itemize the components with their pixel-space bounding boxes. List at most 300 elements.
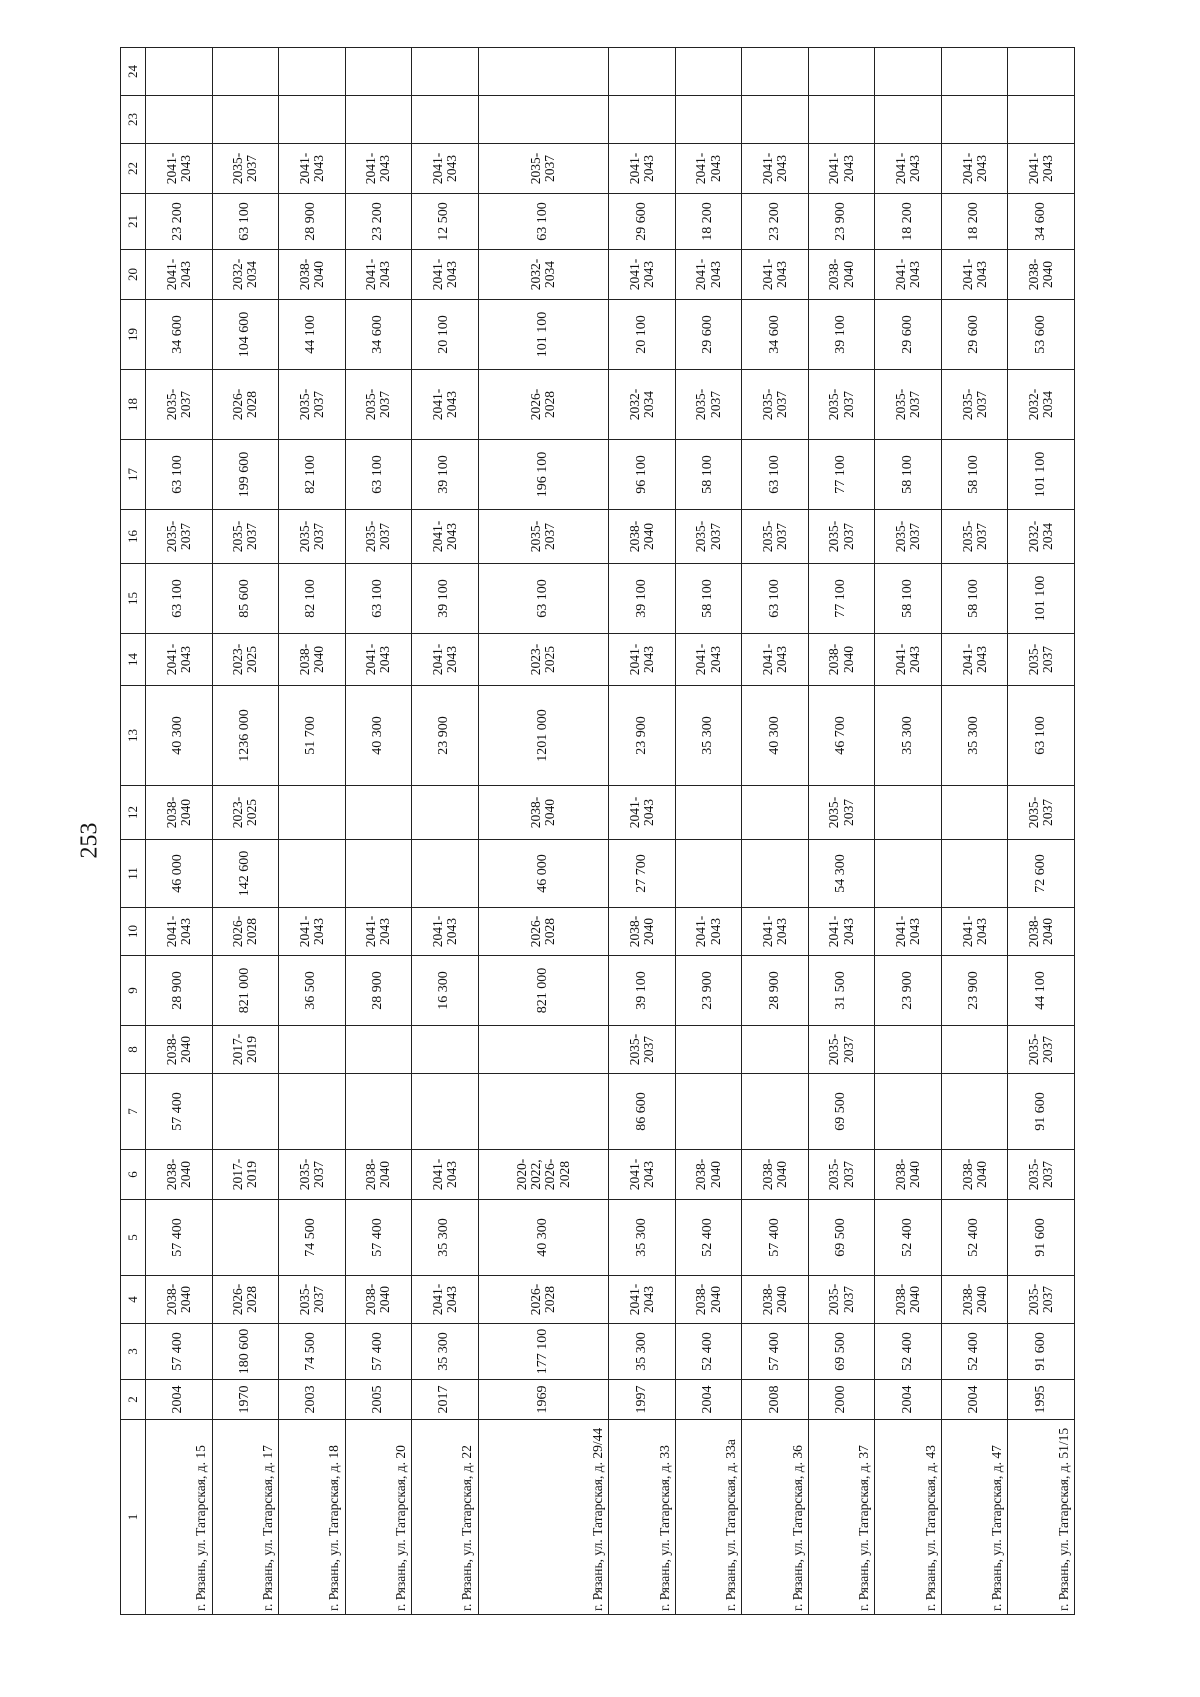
period-cell: 2041- 2043 — [345, 908, 412, 956]
cost-cell: 36 500 — [279, 956, 346, 1026]
cost-cell: 53 600 — [1008, 300, 1075, 370]
period-cell: 2035- 2037 — [609, 1026, 676, 1074]
cost-cell: 31 500 — [808, 956, 875, 1026]
period-cell: 2038- 2040 — [941, 1150, 1008, 1200]
period-cell: 2038- 2040 — [1008, 250, 1075, 300]
cost-cell — [212, 1074, 279, 1150]
cost-cell: 58 100 — [941, 440, 1008, 510]
period-cell: 2035- 2037 — [146, 510, 213, 564]
cost-cell — [742, 1074, 809, 1150]
year-cell: 2017 — [412, 1380, 479, 1420]
period-cell — [609, 48, 676, 96]
column-number: 7 — [121, 1074, 146, 1150]
period-cell: 2035- 2037 — [345, 510, 412, 564]
column-number: 8 — [121, 1026, 146, 1074]
cost-cell: 58 100 — [875, 564, 942, 634]
cost-cell: 29 600 — [941, 300, 1008, 370]
period-cell — [675, 1026, 742, 1074]
year-cell: 2004 — [875, 1380, 942, 1420]
cost-cell: 28 900 — [279, 194, 346, 250]
cost-cell — [345, 96, 412, 144]
period-cell: 2017- 2019 — [212, 1150, 279, 1200]
cost-cell — [675, 840, 742, 908]
cost-cell: 142 600 — [212, 840, 279, 908]
cost-cell: 101 100 — [1008, 564, 1075, 634]
cost-cell: 69 500 — [808, 1324, 875, 1380]
period-cell: 2041- 2043 — [412, 1150, 479, 1200]
period-cell: 2041- 2043 — [345, 250, 412, 300]
cost-cell: 63 100 — [146, 564, 213, 634]
period-cell — [279, 786, 346, 840]
period-cell: 2041- 2043 — [742, 908, 809, 956]
period-cell: 2035- 2037 — [279, 370, 346, 440]
cost-cell: 58 100 — [675, 564, 742, 634]
address-cell: г. Рязань, ул. Татарская, д. 20 — [345, 1420, 412, 1615]
period-cell: 2038- 2040 — [875, 1150, 942, 1200]
cost-cell: 39 100 — [609, 564, 676, 634]
cost-cell: 18 200 — [941, 194, 1008, 250]
cost-cell — [478, 96, 609, 144]
cost-cell: 27 700 — [609, 840, 676, 908]
cost-cell: 34 600 — [345, 300, 412, 370]
cost-cell — [742, 840, 809, 908]
period-cell — [941, 48, 1008, 96]
cost-cell: 23 900 — [675, 956, 742, 1026]
period-cell: 2035- 2037 — [146, 370, 213, 440]
period-cell: 2038- 2040 — [146, 786, 213, 840]
cost-cell: 12 500 — [412, 194, 479, 250]
cost-cell: 52 400 — [675, 1324, 742, 1380]
cost-cell — [212, 1200, 279, 1276]
period-cell — [875, 48, 942, 96]
cost-cell: 40 300 — [742, 686, 809, 786]
cost-cell — [279, 96, 346, 144]
cost-cell: 91 600 — [1008, 1074, 1075, 1150]
cost-cell — [675, 1074, 742, 1150]
period-cell: 2038- 2040 — [146, 1026, 213, 1074]
cost-cell — [675, 96, 742, 144]
cost-cell: 63 100 — [1008, 686, 1075, 786]
cost-cell: 28 900 — [146, 956, 213, 1026]
period-cell — [1008, 48, 1075, 96]
cost-cell: 20 100 — [609, 300, 676, 370]
year-cell: 1970 — [212, 1380, 279, 1420]
period-cell: 2041- 2043 — [941, 634, 1008, 686]
address-cell: г. Рязань, ул. Татарская, д. 36 — [742, 1420, 809, 1615]
cost-cell: 46 000 — [478, 840, 609, 908]
cost-cell: 63 100 — [212, 194, 279, 250]
cost-cell — [1008, 96, 1075, 144]
period-cell: 2041- 2043 — [609, 250, 676, 300]
period-cell: 2041- 2043 — [146, 634, 213, 686]
cost-cell: 199 600 — [212, 440, 279, 510]
year-cell: 2008 — [742, 1380, 809, 1420]
column-number: 6 — [121, 1150, 146, 1200]
year-cell: 1969 — [478, 1380, 609, 1420]
cost-cell — [345, 840, 412, 908]
period-cell — [478, 1026, 609, 1074]
period-cell: 2041- 2043 — [875, 634, 942, 686]
cost-cell: 82 100 — [279, 564, 346, 634]
cost-cell — [412, 1074, 479, 1150]
period-cell: 2038- 2040 — [742, 1276, 809, 1324]
cost-cell: 35 300 — [941, 686, 1008, 786]
cost-cell — [279, 840, 346, 908]
period-cell: 2041- 2043 — [345, 144, 412, 194]
period-cell: 2041- 2043 — [609, 634, 676, 686]
cost-cell: 29 600 — [609, 194, 676, 250]
table-row — [146, 48, 213, 1615]
cost-cell: 16 300 — [412, 956, 479, 1026]
address-cell: г. Рязань, ул. Татарская, д. 15 — [146, 1420, 213, 1615]
period-cell: 2035- 2037 — [941, 510, 1008, 564]
cost-cell — [808, 96, 875, 144]
cost-cell: 180 600 — [212, 1324, 279, 1380]
period-cell: 2026- 2028 — [478, 1276, 609, 1324]
period-cell: 2035- 2037 — [675, 510, 742, 564]
period-cell — [941, 1026, 1008, 1074]
rotated-table-wrapper — [120, 65, 1075, 1615]
period-cell: 2026- 2028 — [478, 908, 609, 956]
period-cell: 2035- 2037 — [1008, 1150, 1075, 1200]
period-cell: 2035- 2037 — [1008, 786, 1075, 840]
table-row — [675, 48, 742, 1615]
cost-cell: 23 200 — [742, 194, 809, 250]
address-cell: г. Рязань, ул. Татарская, д. 51/15 — [1008, 1420, 1075, 1615]
column-number: 3 — [121, 1324, 146, 1380]
cost-cell: 104 600 — [212, 300, 279, 370]
period-cell — [478, 48, 609, 96]
column-number: 16 — [121, 510, 146, 564]
cost-cell — [941, 1074, 1008, 1150]
column-number: 23 — [121, 96, 146, 144]
cost-cell: 77 100 — [808, 440, 875, 510]
period-cell — [345, 786, 412, 840]
cost-cell: 85 600 — [212, 564, 279, 634]
cost-cell: 23 900 — [609, 686, 676, 786]
period-cell: 2035- 2037 — [212, 144, 279, 194]
table-row — [742, 48, 809, 1615]
cost-cell: 28 900 — [345, 956, 412, 1026]
period-cell: 2041- 2043 — [941, 144, 1008, 194]
cost-cell — [212, 96, 279, 144]
period-cell: 2035- 2037 — [808, 510, 875, 564]
period-cell — [345, 48, 412, 96]
cost-cell: 35 300 — [609, 1324, 676, 1380]
column-number: 12 — [121, 786, 146, 840]
period-cell: 2041- 2043 — [675, 144, 742, 194]
column-number: 11 — [121, 840, 146, 908]
cost-cell: 28 900 — [742, 956, 809, 1026]
period-cell: 2038- 2040 — [1008, 908, 1075, 956]
period-cell: 2041- 2043 — [412, 908, 479, 956]
period-cell: 2023- 2025 — [212, 786, 279, 840]
cost-cell: 29 600 — [875, 300, 942, 370]
address-cell: г. Рязань, ул. Татарская, д. 18 — [279, 1420, 346, 1615]
period-cell — [146, 48, 213, 96]
period-cell: 2035- 2037 — [808, 1276, 875, 1324]
cost-cell: 40 300 — [478, 1200, 609, 1276]
cost-cell: 58 100 — [875, 440, 942, 510]
cost-cell: 1236 000 — [212, 686, 279, 786]
period-cell: 2041- 2043 — [146, 250, 213, 300]
address-cell: г. Рязань, ул. Татарская, д. 33 — [609, 1420, 676, 1615]
cost-cell: 86 600 — [609, 1074, 676, 1150]
period-cell — [742, 786, 809, 840]
cost-cell: 63 100 — [146, 440, 213, 510]
column-number: 21 — [121, 194, 146, 250]
period-cell: 2041- 2043 — [412, 1276, 479, 1324]
period-cell: 2035- 2037 — [1008, 1276, 1075, 1324]
column-number: 15 — [121, 564, 146, 634]
period-cell — [212, 48, 279, 96]
period-cell — [875, 1026, 942, 1074]
address-cell: г. Рязань, ул. Татарская, д. 33а — [675, 1420, 742, 1615]
cost-cell: 177 100 — [478, 1324, 609, 1380]
period-cell: 2041- 2043 — [675, 250, 742, 300]
period-cell: 2041- 2043 — [875, 250, 942, 300]
period-cell: 2020- 2022, 2026- 2028 — [478, 1150, 609, 1200]
period-cell: 2032- 2034 — [1008, 510, 1075, 564]
table-row — [875, 48, 942, 1615]
year-cell: 2000 — [808, 1380, 875, 1420]
column-number: 14 — [121, 634, 146, 686]
column-number: 10 — [121, 908, 146, 956]
cost-cell: 69 500 — [808, 1074, 875, 1150]
column-number: 22 — [121, 144, 146, 194]
column-number: 17 — [121, 440, 146, 510]
period-cell: 2038- 2040 — [478, 786, 609, 840]
period-cell: 2041- 2043 — [742, 634, 809, 686]
period-cell: 2035- 2037 — [742, 370, 809, 440]
period-cell: 2035- 2037 — [675, 370, 742, 440]
period-cell: 2041- 2043 — [941, 250, 1008, 300]
page-number — [70, 810, 110, 870]
period-cell: 2032- 2034 — [1008, 370, 1075, 440]
column-number: 13 — [121, 686, 146, 786]
cost-cell: 52 400 — [875, 1324, 942, 1380]
address-cell: г. Рязань, ул. Татарская, д. 17 — [212, 1420, 279, 1615]
period-cell: 2038- 2040 — [279, 250, 346, 300]
cost-cell: 23 900 — [875, 956, 942, 1026]
cost-cell: 91 600 — [1008, 1200, 1075, 1276]
cost-cell — [875, 96, 942, 144]
period-cell — [279, 1026, 346, 1074]
period-cell: 2035- 2037 — [279, 1276, 346, 1324]
period-cell: 2035- 2037 — [875, 370, 942, 440]
page-number-text: 253 — [76, 822, 103, 858]
cost-cell: 35 300 — [875, 686, 942, 786]
address-cell: г. Рязань, ул. Татарская, д. 29/44 — [478, 1420, 609, 1615]
cost-cell: 23 200 — [345, 194, 412, 250]
cost-cell: 63 100 — [478, 564, 609, 634]
period-cell: 2041- 2043 — [345, 634, 412, 686]
cost-cell: 821 000 — [212, 956, 279, 1026]
period-cell: 2026- 2028 — [212, 370, 279, 440]
cost-cell: 18 200 — [675, 194, 742, 250]
cost-cell: 63 100 — [345, 440, 412, 510]
cost-cell: 23 200 — [146, 194, 213, 250]
period-cell: 2041- 2043 — [412, 370, 479, 440]
cost-cell: 63 100 — [345, 564, 412, 634]
cost-cell: 51 700 — [279, 686, 346, 786]
period-cell: 2038- 2040 — [146, 1276, 213, 1324]
period-cell: 2041- 2043 — [609, 144, 676, 194]
period-cell: 2041- 2043 — [412, 250, 479, 300]
cost-cell: 63 100 — [742, 440, 809, 510]
period-cell — [279, 48, 346, 96]
cost-cell: 58 100 — [941, 564, 1008, 634]
column-number: 5 — [121, 1200, 146, 1276]
repair-schedule-table — [120, 47, 1075, 1615]
period-cell: 2038- 2040 — [279, 634, 346, 686]
period-cell: 2041- 2043 — [742, 144, 809, 194]
year-cell: 2004 — [146, 1380, 213, 1420]
table-row — [212, 48, 279, 1615]
period-cell — [412, 786, 479, 840]
year-cell: 2004 — [941, 1380, 1008, 1420]
cost-cell — [146, 96, 213, 144]
column-number: 19 — [121, 300, 146, 370]
period-cell: 2035- 2037 — [742, 510, 809, 564]
period-cell: 2035- 2037 — [212, 510, 279, 564]
period-cell: 2041- 2043 — [609, 1276, 676, 1324]
column-number: 2 — [121, 1380, 146, 1420]
period-cell: 2035- 2037 — [808, 1150, 875, 1200]
period-cell — [875, 786, 942, 840]
cost-cell: 52 400 — [941, 1324, 1008, 1380]
period-cell: 2038- 2040 — [875, 1276, 942, 1324]
period-cell — [412, 1026, 479, 1074]
period-cell: 2041- 2043 — [279, 908, 346, 956]
column-number: 9 — [121, 956, 146, 1026]
period-cell: 2038- 2040 — [808, 250, 875, 300]
cost-cell: 23 900 — [941, 956, 1008, 1026]
cost-cell: 34 600 — [146, 300, 213, 370]
period-cell — [742, 48, 809, 96]
period-cell: 2026- 2028 — [478, 370, 609, 440]
cost-cell: 82 100 — [279, 440, 346, 510]
cost-cell: 23 900 — [412, 686, 479, 786]
period-cell: 2041- 2043 — [412, 634, 479, 686]
period-cell: 2041- 2043 — [875, 908, 942, 956]
address-cell: г. Рязань, ул. Татарская, д. 37 — [808, 1420, 875, 1615]
column-number: 18 — [121, 370, 146, 440]
period-cell: 2023- 2025 — [212, 634, 279, 686]
cost-cell: 101 100 — [1008, 440, 1075, 510]
year-cell: 1997 — [609, 1380, 676, 1420]
period-cell: 2026- 2028 — [212, 1276, 279, 1324]
cost-cell: 72 600 — [1008, 840, 1075, 908]
cost-cell — [478, 1074, 609, 1150]
cost-cell: 39 100 — [412, 440, 479, 510]
period-cell: 2041- 2043 — [146, 908, 213, 956]
year-cell: 2003 — [279, 1380, 346, 1420]
period-cell — [412, 48, 479, 96]
period-cell: 2041- 2043 — [875, 144, 942, 194]
cost-cell: 69 500 — [808, 1200, 875, 1276]
cost-cell: 29 600 — [675, 300, 742, 370]
cost-cell: 52 400 — [675, 1200, 742, 1276]
period-cell: 2035- 2037 — [808, 786, 875, 840]
cost-cell: 91 600 — [1008, 1324, 1075, 1380]
year-cell: 1995 — [1008, 1380, 1075, 1420]
period-cell: 2038- 2040 — [808, 634, 875, 686]
table-row — [345, 48, 412, 1615]
period-cell: 2041- 2043 — [609, 1150, 676, 1200]
cost-cell — [941, 840, 1008, 908]
cost-cell: 63 100 — [478, 194, 609, 250]
period-cell: 2017- 2019 — [212, 1026, 279, 1074]
period-cell: 2026- 2028 — [212, 908, 279, 956]
cost-cell: 39 100 — [609, 956, 676, 1026]
cost-cell: 40 300 — [345, 686, 412, 786]
cost-cell: 20 100 — [412, 300, 479, 370]
year-cell: 2005 — [345, 1380, 412, 1420]
cost-cell: 35 300 — [412, 1324, 479, 1380]
cost-cell: 46 000 — [146, 840, 213, 908]
period-cell: 2035- 2037 — [345, 370, 412, 440]
column-number: 20 — [121, 250, 146, 300]
header-row — [121, 48, 146, 1615]
period-cell: 2041- 2043 — [742, 250, 809, 300]
cost-cell: 34 600 — [1008, 194, 1075, 250]
cost-cell: 58 100 — [675, 440, 742, 510]
period-cell — [345, 1026, 412, 1074]
cost-cell: 44 100 — [1008, 956, 1075, 1026]
cost-cell: 35 300 — [412, 1200, 479, 1276]
period-cell: 2038- 2040 — [345, 1276, 412, 1324]
cost-cell: 46 700 — [808, 686, 875, 786]
table-row — [279, 48, 346, 1615]
column-number: 4 — [121, 1276, 146, 1324]
period-cell: 2041- 2043 — [675, 634, 742, 686]
period-cell: 2032- 2034 — [478, 250, 609, 300]
period-cell: 2038- 2040 — [146, 1150, 213, 1200]
period-cell: 2035- 2037 — [478, 510, 609, 564]
cost-cell: 196 100 — [478, 440, 609, 510]
period-cell: 2041- 2043 — [412, 144, 479, 194]
period-cell: 2035- 2037 — [875, 510, 942, 564]
cost-cell: 57 400 — [345, 1324, 412, 1380]
period-cell: 2041- 2043 — [941, 908, 1008, 956]
table-row — [478, 48, 609, 1615]
period-cell: 2023- 2025 — [478, 634, 609, 686]
cost-cell: 18 200 — [875, 194, 942, 250]
period-cell: 2041- 2043 — [1008, 144, 1075, 194]
cost-cell: 52 400 — [941, 1200, 1008, 1276]
cost-cell: 35 300 — [609, 1200, 676, 1276]
period-cell: 2041- 2043 — [808, 144, 875, 194]
cost-cell — [609, 96, 676, 144]
period-cell: 2035- 2037 — [1008, 1026, 1075, 1074]
period-cell: 2035- 2037 — [478, 144, 609, 194]
cost-cell: 77 100 — [808, 564, 875, 634]
cost-cell: 44 100 — [279, 300, 346, 370]
period-cell: 2038- 2040 — [675, 1276, 742, 1324]
cost-cell — [941, 96, 1008, 144]
period-cell: 2035- 2037 — [808, 1026, 875, 1074]
cost-cell: 40 300 — [146, 686, 213, 786]
period-cell: 2041- 2043 — [609, 786, 676, 840]
period-cell: 2041- 2043 — [808, 908, 875, 956]
cost-cell — [742, 96, 809, 144]
cost-cell: 57 400 — [146, 1324, 213, 1380]
cost-cell: 57 400 — [742, 1200, 809, 1276]
period-cell: 2035- 2037 — [1008, 634, 1075, 686]
table-row — [609, 48, 676, 1615]
cost-cell: 821 000 — [478, 956, 609, 1026]
